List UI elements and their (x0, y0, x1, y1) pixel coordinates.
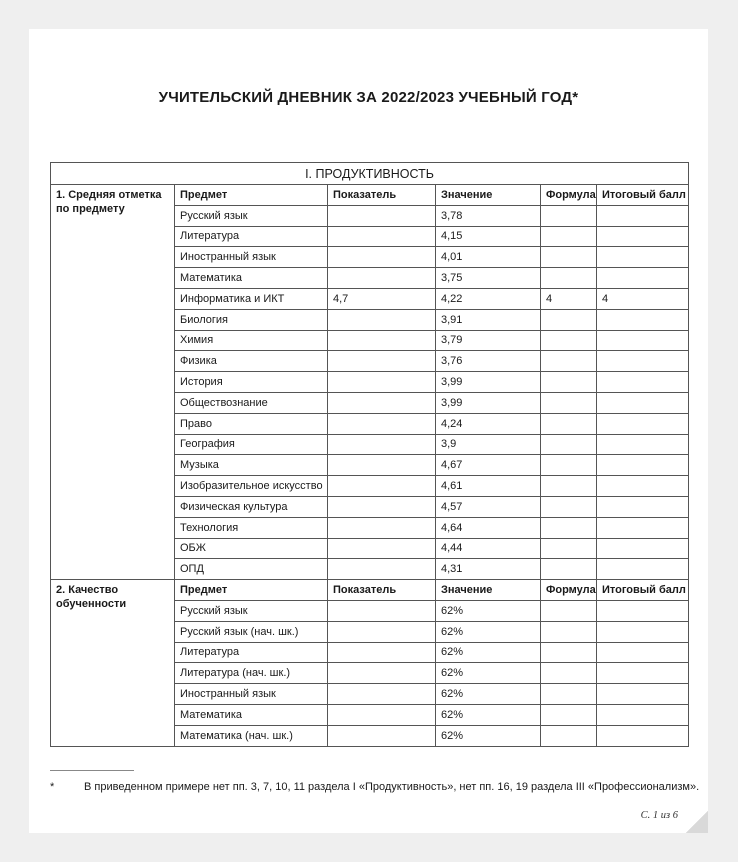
value-cell: 62% (436, 684, 541, 705)
subject-cell: Музыка (175, 455, 328, 476)
score-cell (597, 704, 689, 725)
score-cell (597, 725, 689, 746)
value-cell: 4,22 (436, 288, 541, 309)
subject-cell: ОПД (175, 559, 328, 580)
value-cell: 4,15 (436, 226, 541, 247)
formula-cell (541, 372, 597, 393)
indicator-cell (328, 600, 436, 621)
formula-cell (541, 517, 597, 538)
subject-cell: Математика (175, 268, 328, 289)
column-header: Формула (541, 185, 597, 206)
subject-cell: ОБЖ (175, 538, 328, 559)
formula-cell (541, 392, 597, 413)
subject-cell: География (175, 434, 328, 455)
indicator-cell (328, 392, 436, 413)
subject-cell: Иностранный язык (175, 684, 328, 705)
score-cell: 4 (597, 288, 689, 309)
formula-cell (541, 268, 597, 289)
indicator-cell (328, 725, 436, 746)
value-cell: 3,99 (436, 392, 541, 413)
indicator-cell (328, 684, 436, 705)
indicator-cell (328, 205, 436, 226)
formula-cell (541, 663, 597, 684)
value-cell: 3,91 (436, 309, 541, 330)
footnote (50, 781, 699, 793)
indicator-cell (328, 434, 436, 455)
subject-cell: Математика (нач. шк.) (175, 725, 328, 746)
formula-cell (541, 330, 597, 351)
subject-cell: Иностранный язык (175, 247, 328, 268)
value-cell: 62% (436, 663, 541, 684)
value-cell: 4,24 (436, 413, 541, 434)
subject-cell: Информатика и ИКТ (175, 288, 328, 309)
column-header: Показатель (328, 580, 436, 601)
indicator-cell (328, 704, 436, 725)
score-cell (597, 517, 689, 538)
score-cell (597, 663, 689, 684)
column-header: Предмет (175, 185, 328, 206)
subject-cell: История (175, 372, 328, 393)
column-header: Формула (541, 580, 597, 601)
value-cell: 4,64 (436, 517, 541, 538)
indicator-cell (328, 476, 436, 497)
formula-cell (541, 247, 597, 268)
value-cell: 4,61 (436, 476, 541, 497)
score-cell (597, 330, 689, 351)
indicator-cell (328, 559, 436, 580)
value-cell: 4,31 (436, 559, 541, 580)
value-cell: 4,57 (436, 496, 541, 517)
footnote-divider (50, 770, 134, 771)
score-cell (597, 538, 689, 559)
score-cell (597, 309, 689, 330)
footnote-mark: * (50, 781, 55, 793)
value-cell: 3,79 (436, 330, 541, 351)
formula-cell (541, 413, 597, 434)
productivity-table (50, 162, 689, 747)
value-cell: 3,99 (436, 372, 541, 393)
document-page (29, 29, 708, 833)
indicator-cell (328, 413, 436, 434)
formula-cell (541, 725, 597, 746)
formula-cell (541, 600, 597, 621)
subject-cell: Русский язык (175, 600, 328, 621)
formula-cell (541, 434, 597, 455)
value-cell: 4,67 (436, 455, 541, 476)
group-label: 2. Качество обученности (51, 580, 175, 746)
subject-cell: Русский язык (нач. шк.) (175, 621, 328, 642)
column-header: Значение (436, 580, 541, 601)
subject-cell: Химия (175, 330, 328, 351)
value-cell: 3,78 (436, 205, 541, 226)
indicator-cell (328, 517, 436, 538)
subject-cell: Технология (175, 517, 328, 538)
column-header: Показатель (328, 185, 436, 206)
score-cell (597, 205, 689, 226)
subject-cell: Физическая культура (175, 496, 328, 517)
group-label: 1. Средняя отметка по предмету (51, 185, 175, 580)
score-cell (597, 476, 689, 497)
formula-cell (541, 351, 597, 372)
column-header-row (51, 580, 689, 601)
score-cell (597, 684, 689, 705)
indicator-cell (328, 455, 436, 476)
indicator-cell (328, 309, 436, 330)
score-cell (597, 455, 689, 476)
column-header: Значение (436, 185, 541, 206)
score-cell (597, 496, 689, 517)
value-cell: 62% (436, 704, 541, 725)
indicator-cell (328, 642, 436, 663)
value-cell: 62% (436, 642, 541, 663)
value-cell: 62% (436, 600, 541, 621)
subject-cell: Физика (175, 351, 328, 372)
formula-cell (541, 309, 597, 330)
formula-cell (541, 538, 597, 559)
formula-cell (541, 455, 597, 476)
value-cell: 3,76 (436, 351, 541, 372)
score-cell (597, 226, 689, 247)
subject-cell: Литература (175, 642, 328, 663)
score-cell (597, 559, 689, 580)
page-number: С. 1 из 6 (640, 810, 678, 821)
indicator-cell: 4,7 (328, 288, 436, 309)
formula-cell (541, 642, 597, 663)
formula-cell (541, 684, 597, 705)
formula-cell (541, 205, 597, 226)
column-header-row (51, 185, 689, 206)
score-cell (597, 392, 689, 413)
indicator-cell (328, 226, 436, 247)
indicator-cell (328, 351, 436, 372)
formula-cell (541, 704, 597, 725)
formula-cell (541, 559, 597, 580)
column-header: Предмет (175, 580, 328, 601)
score-cell (597, 434, 689, 455)
value-cell: 62% (436, 725, 541, 746)
score-cell (597, 247, 689, 268)
section-title: I. ПРОДУКТИВНОСТЬ (51, 163, 689, 185)
column-header: Итоговый балл (597, 580, 689, 601)
indicator-cell (328, 663, 436, 684)
subject-cell: Математика (175, 704, 328, 725)
subject-cell: Биология (175, 309, 328, 330)
footnote-text: В приведенном примере нет пп. 3, 7, 10, 11 раздела I «Продуктивность», нет пп. 16, 19 раздела III «Профессионализм». (84, 781, 700, 793)
subject-cell: Обществознание (175, 392, 328, 413)
subject-cell: Литература (нач. шк.) (175, 663, 328, 684)
indicator-cell (328, 247, 436, 268)
score-cell (597, 351, 689, 372)
score-cell (597, 268, 689, 289)
page-title: УЧИТЕЛЬСКИЙ ДНЕВНИК ЗА 2022/2023 УЧЕБНЫЙ ГОД* (158, 89, 579, 106)
value-cell: 4,01 (436, 247, 541, 268)
formula-cell: 4 (541, 288, 597, 309)
column-header: Итоговый балл (597, 185, 689, 206)
indicator-cell (328, 268, 436, 289)
subject-cell: Изобразительное искусство (175, 476, 328, 497)
indicator-cell (328, 538, 436, 559)
score-cell (597, 621, 689, 642)
value-cell: 62% (436, 621, 541, 642)
page-corner-fold (686, 811, 708, 833)
subject-cell: Русский язык (175, 205, 328, 226)
score-cell (597, 413, 689, 434)
indicator-cell (328, 330, 436, 351)
indicator-cell (328, 496, 436, 517)
formula-cell (541, 621, 597, 642)
value-cell: 4,44 (436, 538, 541, 559)
formula-cell (541, 496, 597, 517)
formula-cell (541, 476, 597, 497)
formula-cell (541, 226, 597, 247)
score-cell (597, 642, 689, 663)
indicator-cell (328, 621, 436, 642)
value-cell: 3,75 (436, 268, 541, 289)
subject-cell: Право (175, 413, 328, 434)
score-cell (597, 600, 689, 621)
value-cell: 3,9 (436, 434, 541, 455)
score-cell (597, 372, 689, 393)
subject-cell: Литература (175, 226, 328, 247)
indicator-cell (328, 372, 436, 393)
